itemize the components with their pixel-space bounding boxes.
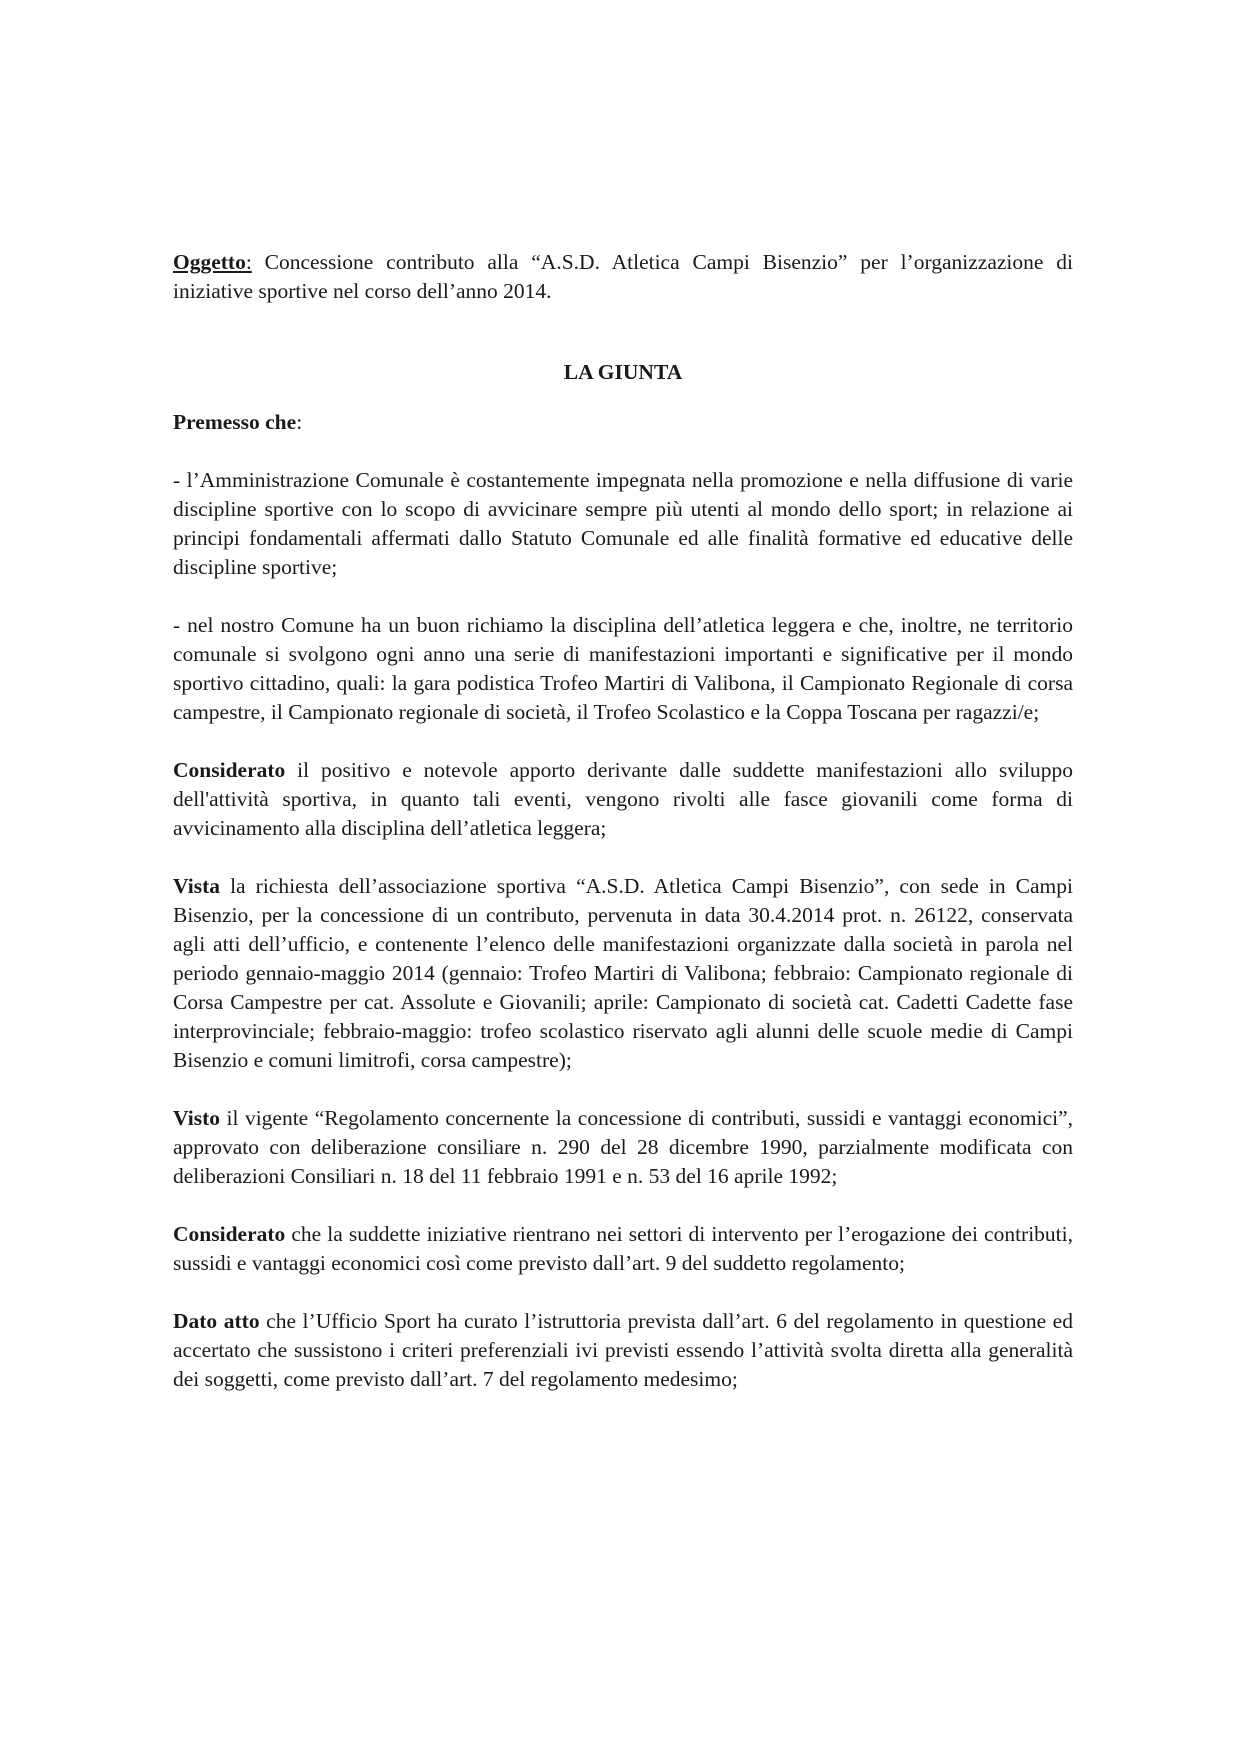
- paragraph-lead: Considerato: [173, 758, 286, 782]
- premesso-heading: [173, 408, 1073, 437]
- paragraph-considerato-2: [173, 1220, 1073, 1278]
- document-title: LA GIUNTA: [563, 360, 683, 384]
- paragraph-dato-atto: [173, 1307, 1073, 1394]
- paragraph-text: - l’Amministrazione Comunale è costantemente impegnata nella promozione e nella diffusione di varie discipline sportive con lo scopo di avvicinare sempre più utenti al mondo dello sport; in relazione ai principi fondamentali affermati dallo Statuto Comunale ed alle finalità formative ed educative delle discipline sportive;: [173, 468, 1073, 579]
- subject-label: Oggetto: [173, 250, 246, 274]
- paragraph-lead: Vista: [173, 874, 220, 898]
- subject-colon: :: [245, 250, 252, 274]
- subject-paragraph: [173, 248, 1073, 306]
- paragraph-visto: [173, 1104, 1073, 1191]
- paragraph-lead: Visto: [173, 1106, 220, 1130]
- subject-text: Concessione contributo alla “A.S.D. Atletica Campi Bisenzio” per l’organizzazione di iniziative sportive nel corso dell’anno 2014.: [173, 250, 1073, 303]
- paragraph-vista: [173, 872, 1073, 1075]
- paragraph-lead: Dato atto: [173, 1309, 260, 1333]
- paragraph-text: - nel nostro Comune ha un buon richiamo la disciplina dell’atletica leggera e che, inoltre, ne territorio comunale si svolgono ogni anno una serie di manifestazioni importanti e significative per il mondo sportivo cittadino, quali: la gara podistica Trofeo Martiri di Valibona, il Campionato Regionale di corsa campestre, il Campionato regionale di società, il Trofeo Scolastico e la Coppa Toscana per ragazzi/e;: [173, 613, 1073, 724]
- document-page: [173, 248, 1073, 1423]
- paragraph-text: che l’Ufficio Sport ha curato l’istruttoria prevista dall’art. 6 del regolamento in questione ed accertato che sussistono i criteri preferenziali ivi previsti essendo l’attività svolta diretta alla generalità dei soggetti, come previsto dall’art. 7 del regolamento medesimo;: [173, 1309, 1073, 1391]
- paragraph-text: il vigente “Regolamento concernente la concessione di contributi, sussidi e vantaggi economici”, approvato con deliberazione consiliare n. 290 del 28 dicembre 1990, parzialmente modificata con deliberazioni Consiliari n. 18 del 11 febbraio 1991 e n. 53 del 16 aprile 1992;: [173, 1106, 1073, 1188]
- paragraph-premessa-2: [173, 611, 1073, 727]
- paragraph-lead: Considerato: [173, 1222, 286, 1246]
- premesso-colon: :: [296, 410, 303, 434]
- paragraph-text: la richiesta dell’associazione sportiva “A.S.D. Atletica Campi Bisenzio”, con sede in Campi Bisenzio, per la concessione di un contributo, pervenuta in data 30.4.2014 prot. n. 26122, conservata agli atti dell’ufficio, e contenente l’elenco delle manifestazioni organizzate dalla società in parola nel periodo gennaio-maggio 2014 (gennaio: Trofeo Martiri di Valibona; febbraio: Campionato regionale di Corsa Campestre per cat. Assolute e Giovanili; aprile: Campionato di società cat. Cadetti Cadette fase interprovinciale; febbraio-maggio: trofeo scolastico riservato agli alunni delle scuole medie di Campi Bisenzio e comuni limitrofi, corsa campestre);: [173, 874, 1073, 1072]
- paragraph-text: il positivo e notevole apporto derivante dalle suddette manifestazioni allo sviluppo dell'attività sportiva, in quanto tali eventi, vengono rivolti alle fasce giovanili come forma di avvicinamento alla disciplina dell’atletica leggera;: [173, 758, 1073, 840]
- paragraph-text: che la suddette iniziative rientrano nei settori di intervento per l’erogazione dei contributi, sussidi e vantaggi economici così come previsto dall’art. 9 del suddetto regolamento;: [173, 1222, 1073, 1275]
- premesso-label: Premesso che: [173, 410, 297, 434]
- paragraph-premessa-1: [173, 466, 1073, 582]
- paragraph-considerato-1: [173, 756, 1073, 843]
